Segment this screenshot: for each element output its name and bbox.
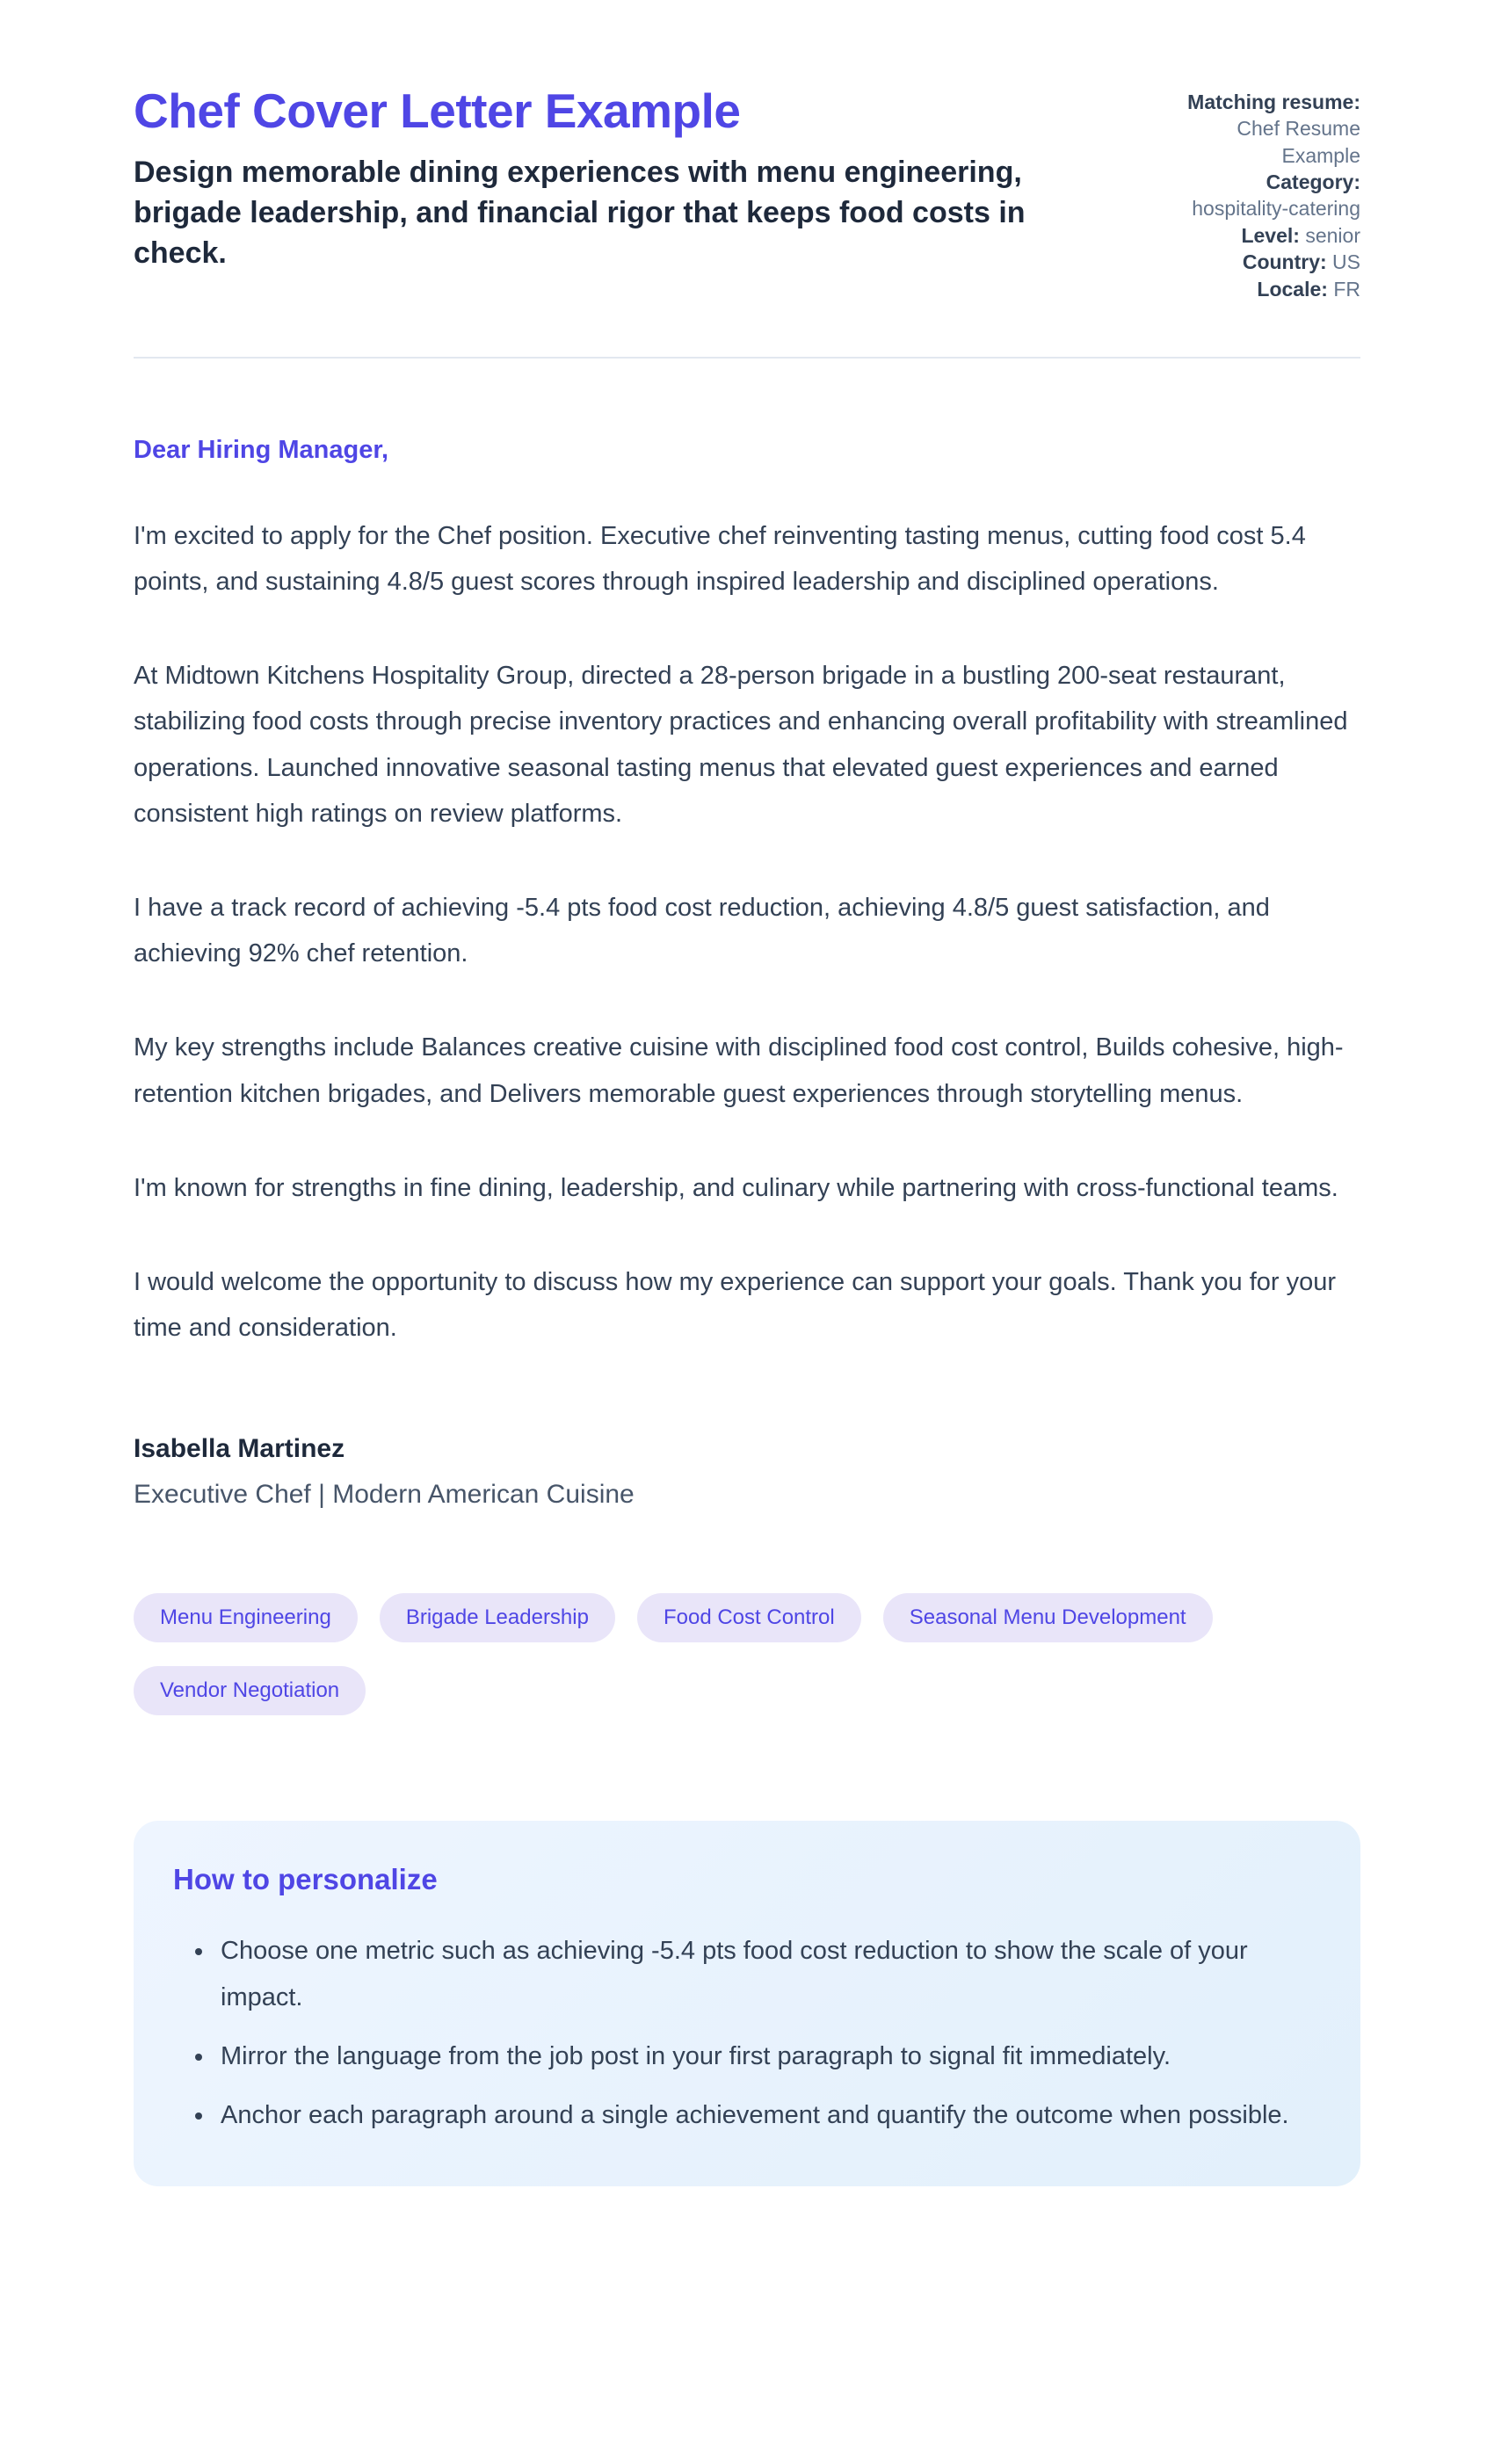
paragraph-intro: I'm excited to apply for the Chef position. Executive chef reinventing tasting menus, cutting food cost 5.4 points, and sustaining 4.8/5 guest scores through inspired leadership and disciplined operations.: [134, 521, 1306, 597]
page-subtitle: Design memorable dining experiences with menu engineering, brigade leadership, and financial rigor that keeps food costs in check.: [134, 156, 1026, 271]
skill-tag-menu-engineering: Menu Engineering: [134, 1593, 358, 1642]
header-text: [134, 83, 1030, 274]
skill-tag-vendor-negotiation: Vendor Negotiation: [134, 1666, 366, 1715]
resume-meta: [1174, 83, 1360, 302]
personalize-callout: [134, 1821, 1360, 2186]
paragraph-strengths: My key strengths include Balances creative cuisine with disciplined food cost control, Builds cohesive, high-retention kitchen brigades, and Delivers memorable guest experiences through storytelling menus.: [134, 1033, 1344, 1108]
skill-tag-brigade-leadership: Brigade Leadership: [380, 1593, 615, 1642]
signature-name: Isabella Martinez: [134, 1434, 345, 1464]
paragraph-closing: I would welcome the opportunity to discuss how my experience can support your goals. Thank you for your time and consideration.: [134, 1267, 1337, 1343]
signature-role: Executive Chef | Modern American Cuisine: [134, 1480, 635, 1510]
meta-row-country: [1174, 249, 1360, 275]
meta-row-locale: [1174, 276, 1360, 302]
paragraph-skills: I'm known for strengths in fine dining, leadership, and culinary while partnering with cross-functional teams.: [134, 1173, 1338, 1202]
skill-tags: [134, 1593, 1258, 1715]
meta-row-matching-resume: [1174, 89, 1360, 169]
meta-value: Chef Resume Example: [1237, 117, 1360, 167]
meta-row-category: [1174, 169, 1360, 222]
letter-body: [134, 436, 1360, 2186]
meta-value: US: [1332, 250, 1360, 274]
callout-title: How to personalize: [173, 1863, 438, 1896]
skill-tag-seasonal-menu-development: Seasonal Menu Development: [883, 1593, 1213, 1642]
meta-label: Country:: [1242, 250, 1327, 274]
callout-list: [173, 1928, 1316, 2138]
paragraph-experience: At Midtown Kitchens Hospitality Group, directed a 28-person brigade in a bustling 200-seat restaurant, stabilizing food costs through precise inventory practices and enhancing overall profitability with streamlined operations. Launched innovative seasonal tasting menus that elevated guest experiences and earned consistent high ratings on review platforms.: [134, 662, 1348, 828]
meta-label: Locale:: [1257, 277, 1328, 301]
meta-value: senior: [1305, 223, 1360, 247]
header: [134, 83, 1360, 302]
paragraph-track-record: I have a track record of achieving -5.4 pts food cost reduction, achieving 4.8/5 guest satisfaction, and achieving 92% chef retention.: [134, 894, 1270, 968]
callout-bullet-metric: • Choose one metric such as achieving -5.4 pts food cost reduction to show the scale of your impact.: [215, 1928, 1316, 2019]
page-title: Chef Cover Letter Example: [134, 83, 741, 138]
greeting: Dear Hiring Manager,: [134, 435, 389, 464]
callout-bullet-mirror-language: • Mirror the language from the job post in your first paragraph to signal fit immediately.: [215, 2033, 1316, 2079]
meta-value: FR: [1333, 277, 1360, 301]
meta-label: Category:: [1266, 170, 1360, 194]
callout-bullet-anchor-paragraph: • Anchor each paragraph around a single achievement and quantify the outcome when possible.: [215, 2092, 1316, 2138]
meta-label: Level:: [1241, 223, 1300, 247]
header-divider: [134, 357, 1360, 359]
meta-row-level: [1174, 222, 1360, 249]
skill-tag-food-cost-control: Food Cost Control: [637, 1593, 861, 1642]
meta-value: hospitality-catering: [1192, 197, 1360, 221]
meta-label: Matching resume:: [1187, 91, 1360, 113]
